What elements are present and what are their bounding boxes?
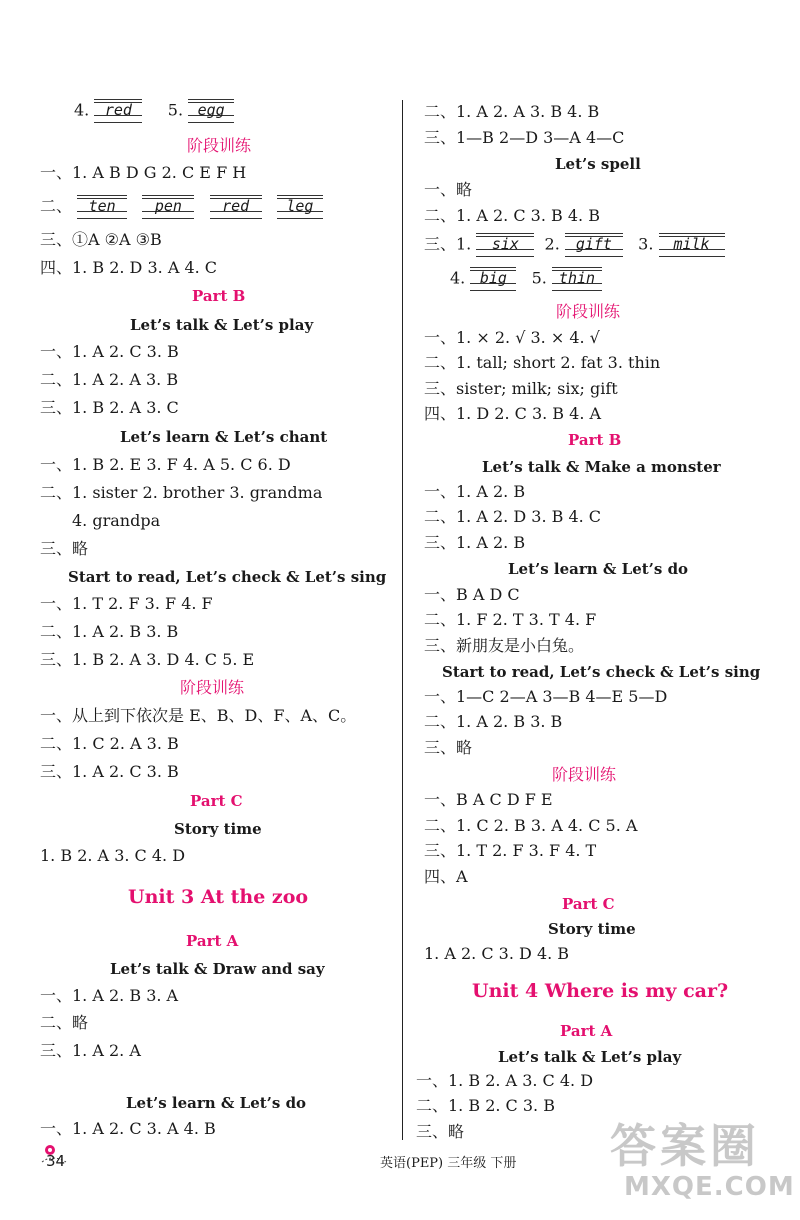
answer-line: 一、B A C D F E: [424, 790, 553, 809]
item-number: 3.: [638, 234, 654, 254]
item-number: 5.: [167, 100, 184, 120]
answer-line: 二、1. C 2. A 3. B: [40, 734, 179, 753]
watermark-url: MXQE.COM: [624, 1172, 795, 1202]
item-number: 5.: [531, 268, 547, 288]
answer-line: 一、1—C 2—A 3—B 4—E 5—D: [424, 687, 668, 706]
answer-line: 二、1. sister 2. brother 3. grandma: [40, 483, 323, 502]
answer-line: 二、1. C 2. B 3. A 4. C 5. A: [424, 816, 638, 835]
subsection-heading: Let’s learn & Let’s chant: [120, 428, 328, 446]
answer-line: 二、1. tall; short 2. fat 3. thin: [424, 353, 661, 372]
watermark-logo: 答案圈: [610, 1119, 760, 1173]
part-heading: Part C: [562, 895, 615, 913]
answer-line: 一、1. T 2. F 3. F 4. F: [40, 594, 213, 613]
answer-line: 一、1. A 2. B: [424, 482, 526, 501]
answer-line: 三、略: [40, 539, 89, 558]
answer-line: 二、1. F 2. T 3. T 4. F: [424, 610, 597, 629]
handwriting-answer: ten: [77, 195, 127, 219]
subsection-heading: Start to read, Let’s check & Let’s sing: [68, 568, 387, 586]
handwriting-answer: leg: [277, 195, 323, 219]
answer-line: 四、1. B 2. D 3. A 4. C: [40, 258, 218, 277]
answer-line: 一、1. A 2. B 3. A: [40, 986, 179, 1005]
handwriting-answer: gift: [565, 233, 623, 257]
answer-line: 二、1. A 2. A 3. B 4. B: [424, 102, 600, 121]
part-heading: Part B: [192, 287, 246, 305]
row-handwriting-words: [40, 195, 323, 219]
answer-line: 一、略: [424, 180, 473, 199]
watermark: [610, 1110, 795, 1202]
section-heading: 阶段训练: [552, 765, 617, 784]
answer-line: 三、1. B 2. A 3. D 4. C 5. E: [40, 650, 255, 669]
answer-line: 二、1. A 2. A 3. B: [40, 370, 179, 389]
handwriting-answer: egg: [188, 99, 234, 123]
subsection-heading: Let’s talk & Make a monster: [482, 458, 721, 476]
answer-line: 二、1. A 2. B 3. B: [424, 712, 563, 731]
answer-line: 一、1. A 2. C 3. B: [40, 342, 179, 361]
answer-line: 三、1. T 2. F 3. F 4. T: [424, 841, 597, 860]
subsection-heading: Story time: [548, 920, 636, 938]
answer-line: 三、1—B 2—D 3—A 4—C: [424, 128, 625, 147]
subsection-heading: Story time: [174, 820, 262, 838]
subsection-heading: Let’s learn & Let’s do: [126, 1094, 307, 1112]
row-handwriting-spell-1: [424, 233, 725, 257]
subsection-heading: Let’s learn & Let’s do: [508, 560, 689, 578]
section-heading: 阶段训练: [556, 302, 621, 321]
item-number: 2.: [544, 234, 560, 254]
unit-title: Unit 4 Where is my car?: [472, 980, 729, 1002]
answer-line: 4. grandpa: [72, 511, 161, 530]
answer-line: 三、1. A 2. B: [424, 533, 526, 552]
handwriting-answer: red: [94, 99, 142, 123]
answer-line: 二、1. A 2. D 3. B 4. C: [424, 507, 602, 526]
section-heading: 阶段训练: [187, 136, 252, 155]
handwriting-answer: pen: [142, 195, 194, 219]
subsection-heading: Let’s spell: [555, 155, 641, 173]
answer-line: 二、略: [40, 1013, 89, 1032]
page-number: 34: [46, 1152, 66, 1170]
handwriting-answer: thin: [552, 267, 602, 291]
answer-line: 一、1. × 2. √ 3. × 4. √: [424, 328, 600, 347]
subsection-heading: Let’s talk & Draw and say: [110, 960, 325, 978]
answer-line: 三、sister; milk; six; gift: [424, 379, 618, 398]
answer-line: 二、1. B 2. C 3. B: [416, 1096, 555, 1115]
item-number: 三、1.: [424, 234, 472, 254]
item-number: 4.: [74, 100, 90, 120]
answer-line: 四、1. D 2. C 3. B 4. A: [424, 404, 602, 423]
answer-line: 一、B A D C: [424, 585, 520, 604]
book-title: 英语(PEP) 三年级 下册: [380, 1156, 517, 1171]
answer-line: 一、从上到下依次是 E、B、D、F、A、C。: [40, 706, 357, 725]
answer-line: 三、略: [416, 1122, 465, 1141]
item-number: 4.: [450, 268, 466, 288]
answer-line: 一、1. A B D G 2. C E F H: [40, 163, 247, 182]
answer-line: 四、A: [424, 867, 468, 886]
section-heading: 阶段训练: [180, 678, 245, 697]
answer-line: 三、新朋友是小白兔。: [424, 636, 585, 655]
answer-line: 一、1. B 2. A 3. C 4. D: [416, 1071, 594, 1090]
subsection-heading: Start to read, Let’s check & Let’s sing: [442, 663, 761, 681]
handwriting-answer: red: [210, 195, 262, 219]
part-heading: Part A: [186, 932, 239, 950]
answer-line: 一、1. B 2. E 3. F 4. A 5. C 6. D: [40, 455, 291, 474]
answer-line: 1. B 2. A 3. C 4. D: [40, 846, 186, 865]
unit-title: Unit 3 At the zoo: [128, 886, 309, 908]
part-heading: Part B: [568, 431, 622, 449]
part-heading: Part C: [190, 792, 243, 810]
answer-line: 三、①A ②A ③B: [40, 230, 162, 249]
subsection-heading: Let’s talk & Let’s play: [498, 1048, 682, 1066]
subsection-heading: Let’s talk & Let’s play: [130, 316, 314, 334]
answer-line: 三、1. A 2. C 3. B: [40, 762, 179, 781]
row-handwriting-4-5: [74, 99, 234, 123]
answer-line: 一、1. A 2. C 3. A 4. B: [40, 1119, 216, 1138]
part-heading: Part A: [560, 1022, 613, 1040]
answer-line: 三、1. B 2. A 3. C: [40, 398, 179, 417]
handwriting-answer: six: [476, 233, 534, 257]
row-handwriting-spell-2: [450, 267, 602, 291]
handwriting-answer: big: [470, 267, 516, 291]
answer-line: 1. A 2. C 3. D 4. B: [424, 944, 570, 963]
handwriting-answer: milk: [659, 233, 725, 257]
answer-line: 二、1. A 2. B 3. B: [40, 622, 179, 641]
item-number: 二、: [40, 196, 73, 216]
answer-line: 三、略: [424, 738, 473, 757]
answer-line: 二、1. A 2. C 3. B 4. B: [424, 206, 600, 225]
answer-line: 三、1. A 2. A: [40, 1041, 141, 1060]
column-divider: [402, 100, 403, 1140]
